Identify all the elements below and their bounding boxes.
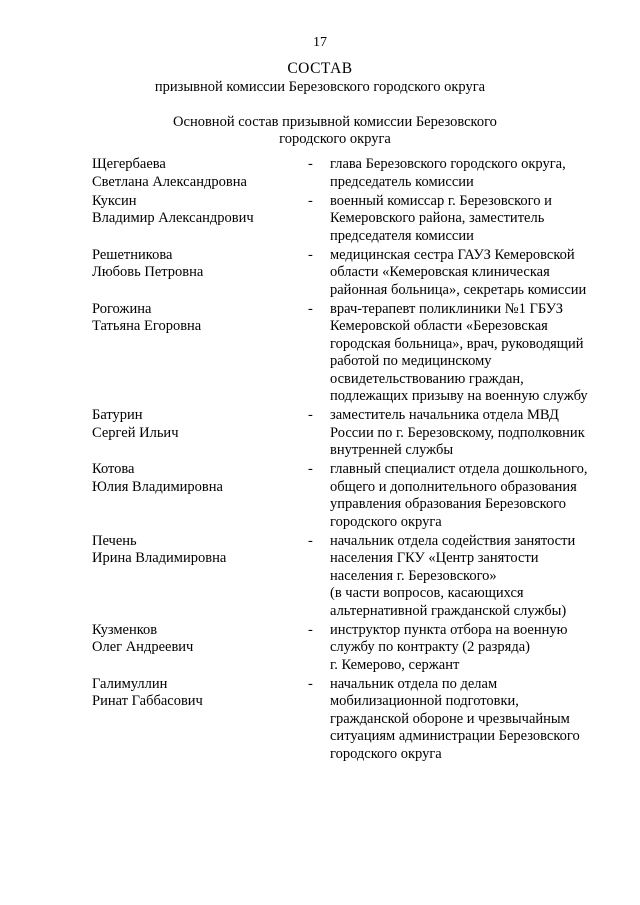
commission-members-list: [0, 156, 640, 765]
member-name-line: Батурин: [92, 407, 143, 423]
member-name: [92, 156, 302, 191]
member-name-line: Ринат Габбасович: [92, 693, 203, 709]
commission-member: [0, 193, 640, 246]
commission-member: [0, 461, 640, 531]
member-name: [92, 301, 302, 336]
member-role: [330, 193, 610, 246]
member-role-line: службу по контракту (2 разряда): [330, 639, 530, 655]
member-role: [330, 407, 610, 460]
member-role-line: внутренней службы: [330, 442, 454, 458]
commission-member: [0, 407, 640, 460]
member-role-line: освидетельствованию граждан,: [330, 370, 524, 387]
member-role-line: работой по медицинскому: [330, 353, 492, 369]
member-role-line: (в части вопросов, касающихся: [330, 585, 524, 601]
member-role-line: России по г. Березовскому, подполковник: [330, 424, 585, 441]
member-name-line: Щегербаева: [92, 156, 166, 172]
member-role: [330, 461, 610, 531]
member-role-line: заместитель начальника отдела МВД: [330, 407, 559, 423]
member-dash: -: [308, 156, 313, 172]
member-name: [92, 533, 302, 568]
member-name-line: Рогожина: [92, 300, 152, 317]
member-name: [92, 193, 302, 228]
member-name-line: Любовь Петровна: [92, 264, 204, 280]
member-dash: -: [308, 675, 313, 692]
member-role-line: председателя комиссии: [330, 227, 474, 244]
member-name: [92, 622, 302, 657]
member-name: [92, 407, 302, 442]
commission-member: [0, 533, 640, 621]
member-role-line: инструктор пункта отбора на военную: [330, 621, 568, 638]
member-role-line: г. Кемерово, сержант: [330, 656, 460, 673]
member-role-line: общего и дополнительного образования: [330, 478, 577, 495]
member-role: [330, 676, 610, 764]
member-role-line: населения г. Березовского»: [330, 567, 497, 584]
member-role-line: подлежащих призыву на военную службу: [330, 388, 588, 404]
member-dash: -: [308, 532, 313, 549]
member-dash: -: [308, 300, 313, 317]
member-name-line: Куксин: [92, 192, 137, 209]
section-title-line: городского округа: [279, 131, 391, 147]
member-dash: -: [308, 407, 313, 423]
member-role-line: Кемеровской области «Березовская: [330, 318, 548, 334]
member-dash: -: [308, 246, 313, 263]
member-role-line: области «Кемеровская клиническая: [330, 264, 550, 280]
member-dash: -: [308, 621, 313, 638]
member-dash: -: [308, 461, 313, 477]
commission-member: [0, 622, 640, 675]
member-role-line: городская больница», врач, руководящий: [330, 335, 584, 352]
member-role-line: ситуациям администрации Березовского: [330, 728, 580, 744]
member-role-line: медицинская сестра ГАУЗ Кемеровской: [330, 246, 575, 263]
member-role-line: председатель комиссии: [330, 173, 474, 190]
member-name-line: Печень: [92, 532, 137, 549]
document-subtitle: призывной комиссии Березовского городского округа: [154, 79, 486, 95]
member-role: [330, 156, 610, 191]
commission-member: [0, 156, 640, 191]
member-dash: -: [308, 192, 313, 209]
member-role-line: врач-терапевт поликлиники №1 ГБУЗ: [330, 300, 564, 317]
section-title: [170, 114, 500, 148]
member-role: [330, 622, 610, 675]
page-number: 17: [313, 35, 327, 50]
member-name-line: Кузменков: [92, 621, 158, 638]
member-name-line: Котова: [92, 461, 135, 477]
member-role-line: глава Березовского городского округа,: [330, 156, 566, 172]
member-role-line: начальник отдела содействия занятости: [330, 532, 576, 549]
member-role-line: альтернативной гражданской службы): [330, 602, 567, 619]
member-name: [92, 676, 302, 711]
member-name-line: Олег Андреевич: [92, 639, 194, 655]
member-role: [330, 533, 610, 621]
member-role-line: мобилизационной подготовки,: [330, 693, 519, 709]
member-name-line: Юлия Владимировна: [92, 478, 223, 495]
document-title: СОСТАВ: [287, 60, 353, 77]
member-role-line: гражданской обороне и чрезвычайным: [330, 710, 570, 727]
member-role-line: Кемеровского района, заместитель: [330, 210, 545, 226]
member-name-line: Ирина Владимировна: [92, 550, 227, 566]
member-name: [92, 461, 302, 496]
member-role-line: управления образования Березовского: [330, 496, 567, 512]
member-name-line: Сергей Ильич: [92, 424, 179, 441]
section-title-line: Основной состав призывной комиссии Березовского: [173, 114, 497, 130]
member-role: [330, 247, 610, 300]
member-role-line: главный специалист отдела дошкольного,: [330, 461, 588, 477]
member-role: [330, 301, 610, 406]
commission-member: [0, 247, 640, 300]
member-role-line: населения ГКУ «Центр занятости: [330, 550, 539, 566]
member-name-line: Светлана Александровна: [92, 173, 247, 190]
member-name-line: Решетникова: [92, 246, 173, 263]
member-role-line: начальник отдела по делам: [330, 675, 498, 692]
member-role-line: городского округа: [330, 513, 442, 530]
commission-member: [0, 301, 640, 406]
member-role-line: районная больница», секретарь комиссии: [330, 281, 587, 298]
member-role-line: городского округа: [330, 745, 442, 762]
member-name-line: Татьяна Егоровна: [92, 318, 202, 334]
member-name-line: Галимуллин: [92, 675, 168, 692]
member-role-line: военный комиссар г. Березовского и: [330, 192, 552, 209]
member-name-line: Владимир Александрович: [92, 210, 254, 226]
commission-member: [0, 676, 640, 764]
member-name: [92, 247, 302, 282]
